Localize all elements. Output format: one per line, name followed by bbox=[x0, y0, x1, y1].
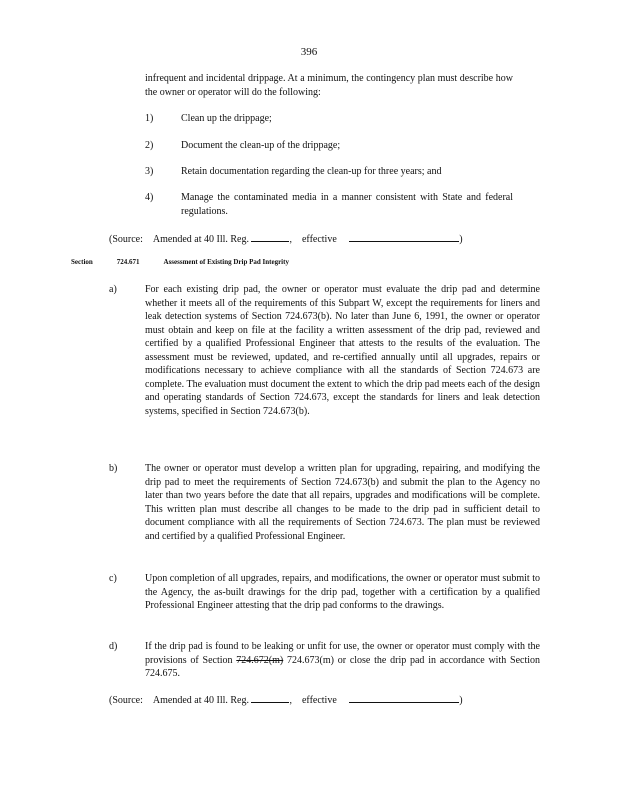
effective-date-blank bbox=[349, 232, 459, 242]
intro-paragraph: infrequent and incidental drippage. At a minimum, the contingency plan must describe how the owner or operator will do the following: bbox=[145, 73, 513, 98]
paragraph-text bbox=[145, 640, 540, 681]
effective-date-blank bbox=[349, 693, 459, 703]
section-label: Section bbox=[71, 258, 93, 266]
list-item-text: Retain documentation regarding the clean-up for three years; and bbox=[181, 166, 442, 177]
section-heading bbox=[71, 258, 289, 266]
source-note bbox=[109, 693, 463, 708]
list-item-text: Manage the contaminated media in a manner consistent with State and federal regulations. bbox=[181, 192, 513, 217]
source-label: (Source: bbox=[109, 234, 143, 245]
list-item-number: 2) bbox=[145, 140, 154, 151]
source-note bbox=[109, 232, 463, 247]
list-item-number: 1) bbox=[145, 113, 154, 124]
paragraph-text: For each existing drip pad, the owner or operator must evaluate the drip pad and determine whether it meets all of the requirements of this Subpart W, except the requirements for liners and leak detection systems of Section 724.673(b). No later than June 6, 1991, the owner or operator must obtain and keep on file at the facility a written assessment of the drip pad, reviewed and certified by a qualified Professional Engineer that attests to the results of the evaluation. The assessment must be reviewed, updated, and re-certified annually until all upgrades, repairs or modifications necessary to achieve compliance with all the standards of Section 724.673 are complete. The evaluation must document the extent to which the drip pad meets each of the design and operating standards of Section 724.673, except the standards for liners and leak detection systems, specified in Section 724.673(b). bbox=[145, 284, 540, 417]
source-comma: , bbox=[289, 234, 292, 245]
section-number: 724.671 bbox=[116, 258, 140, 266]
source-amended-text: Amended at 40 Ill. Reg. bbox=[152, 695, 249, 706]
source-effective-text: effective bbox=[301, 234, 337, 245]
source-close: ) bbox=[459, 234, 463, 245]
list-item-number: 3) bbox=[145, 166, 154, 177]
paragraph-number: c) bbox=[109, 573, 117, 584]
section-title: Assessment of Existing Drip Pad Integrity bbox=[163, 258, 289, 266]
source-effective-text: effective bbox=[301, 695, 337, 706]
source-close: ) bbox=[459, 695, 463, 706]
paragraph-number: a) bbox=[109, 284, 117, 295]
paragraph-d-text-end: 724.673(m) or close the drip pad in accordance with Section 724.675. bbox=[145, 654, 540, 679]
paragraph-number: b) bbox=[109, 463, 118, 474]
list-item-text: Clean up the drippage; bbox=[181, 113, 272, 124]
list-item-text: Document the clean-up of the drippage; bbox=[181, 140, 341, 151]
register-blank bbox=[251, 693, 289, 703]
list-item-number: 4) bbox=[145, 192, 154, 203]
source-comma: , bbox=[289, 695, 292, 706]
paragraph-number: d) bbox=[109, 641, 118, 652]
page-number: 396 bbox=[300, 46, 318, 58]
source-amended-text: Amended at 40 Ill. Reg. bbox=[152, 234, 249, 245]
paragraph-d-text-start: If the drip pad is found to be leaking or unfit for use, the owner or operator must comply with the provisions of Section bbox=[145, 641, 540, 666]
paragraph-text: Upon completion of all upgrades, repairs, and modifications, the owner or operator must submit to the Agency, the as-built drawings for the drip pad, together with a certification by a qualified Professional Engineer attesting that the drip pad conforms to the drawings. bbox=[145, 573, 540, 611]
paragraph-text: The owner or operator must develop a written plan for upgrading, repairing, and modifying the drip pad to meet the requirements of Section 724.673(b) and submit the plan to the Agency no later than two years before the date that all repairs, upgrades and modifications will be complete. This written plan must describe all changes to be made to the drip pad in sufficient detail to document compliance with all the requirements of Section 724.673. The plan must be reviewed and certified by a qualified Professional Engineer. bbox=[145, 463, 540, 542]
source-label: (Source: bbox=[109, 695, 143, 706]
struck-citation: 724.672(m) bbox=[236, 654, 284, 666]
register-blank bbox=[251, 232, 289, 242]
